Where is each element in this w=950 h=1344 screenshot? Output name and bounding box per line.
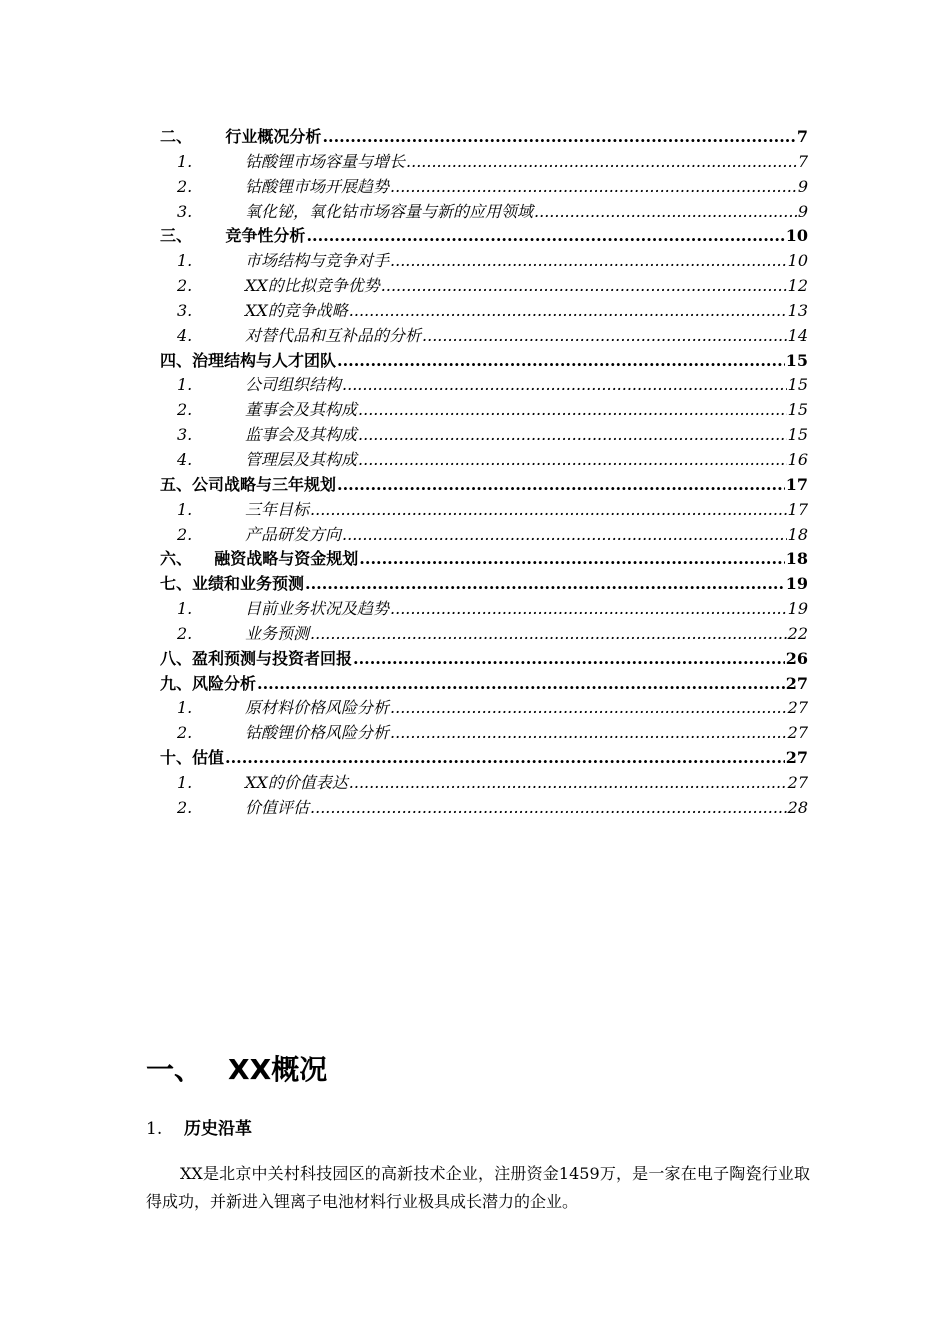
toc-entry-title: 二、 行业概况分析 bbox=[160, 127, 322, 146]
toc-entry-title: 九、风险分析 bbox=[160, 673, 257, 693]
toc-page-number: 13 bbox=[787, 300, 808, 320]
toc-page-number: 15 bbox=[787, 375, 808, 395]
section-heading bbox=[146, 1048, 327, 1088]
toc-page-number: 16 bbox=[787, 449, 808, 469]
toc-entry-number: 2. bbox=[177, 176, 193, 196]
toc-entry-main[interactable] bbox=[160, 224, 808, 249]
toc-dot-leader bbox=[358, 398, 787, 423]
toc-entry-title: 三年目标 bbox=[245, 499, 310, 519]
toc-entry-sub[interactable] bbox=[160, 696, 808, 721]
toc-dot-leader bbox=[310, 498, 787, 523]
toc-entry-title: XX的竞争战略 bbox=[245, 300, 348, 320]
toc-dot-leader bbox=[342, 373, 787, 398]
toc-dot-leader bbox=[359, 547, 784, 572]
section-title: XX概况 bbox=[228, 1053, 328, 1086]
toc-dot-leader bbox=[390, 249, 787, 274]
toc-entry-main[interactable] bbox=[160, 547, 808, 572]
toc-page-number: 17 bbox=[787, 499, 808, 519]
toc-entry-number: 3. bbox=[177, 201, 193, 221]
toc-entry-sub[interactable] bbox=[160, 423, 808, 448]
toc-entry-title: 钴酸锂价格风险分析 bbox=[245, 723, 390, 743]
toc-entry-title: 五、公司战略与三年规划 bbox=[160, 474, 337, 494]
toc-page-number: 7 bbox=[797, 151, 808, 171]
toc-page-number: 10 bbox=[785, 226, 808, 246]
toc-page-number: 9 bbox=[797, 201, 808, 221]
toc-dot-leader bbox=[390, 597, 787, 622]
toc-entry-main[interactable] bbox=[160, 572, 808, 597]
toc-entry-title: 三、 竞争性分析 bbox=[160, 226, 306, 246]
toc-entry-title: 市场结构与竞争对手 bbox=[245, 251, 390, 271]
toc-entry-number: 2. bbox=[177, 276, 193, 296]
toc-entry-main[interactable] bbox=[160, 349, 808, 374]
toc-entry-number: 1. bbox=[177, 251, 193, 271]
toc-entry-number: 2. bbox=[177, 524, 193, 544]
toc-entry-number: 2. bbox=[177, 723, 193, 743]
toc-page-number: 19 bbox=[785, 574, 808, 594]
toc-entry-number: 3. bbox=[177, 425, 193, 445]
toc-entry-number: 1. bbox=[177, 151, 193, 171]
toc-dot-leader bbox=[310, 796, 787, 821]
toc-entry-title: 管理层及其构成 bbox=[245, 449, 358, 469]
toc-dot-leader bbox=[349, 771, 787, 796]
subsection-heading bbox=[146, 1114, 252, 1139]
toc-entry-sub[interactable] bbox=[160, 299, 808, 324]
toc-entry-sub[interactable] bbox=[160, 498, 808, 523]
toc-entry-title: 六、 融资战略与资金规划 bbox=[160, 549, 359, 569]
toc-entry-main[interactable] bbox=[160, 473, 808, 498]
toc-dot-leader bbox=[257, 672, 785, 697]
toc-entry-title: 钴酸锂市场开展趋势 bbox=[245, 176, 390, 196]
section-number: 一、 bbox=[146, 1053, 203, 1086]
toc-entry-title: 十、估值 bbox=[160, 748, 225, 768]
toc-dot-leader bbox=[337, 349, 785, 374]
toc-page-number: 12 bbox=[787, 276, 808, 296]
toc-entry-sub[interactable] bbox=[160, 200, 808, 225]
toc-dot-leader bbox=[322, 125, 795, 150]
toc-dot-leader bbox=[306, 224, 784, 249]
toc-dot-leader bbox=[390, 175, 797, 200]
toc-entry-title: 四、治理结构与人才团队 bbox=[160, 350, 337, 370]
toc-entry-sub[interactable] bbox=[160, 249, 808, 274]
toc-entry-title: 监事会及其构成 bbox=[245, 425, 358, 445]
toc-entry-main[interactable] bbox=[160, 125, 808, 150]
subsection-title: 历史沿革 bbox=[184, 1119, 252, 1139]
toc-entry-sub[interactable] bbox=[160, 175, 808, 200]
toc-page-number: 14 bbox=[787, 325, 808, 345]
toc-page-number: 27 bbox=[787, 723, 808, 743]
toc-entry-sub[interactable] bbox=[160, 398, 808, 423]
table-of-contents bbox=[160, 125, 808, 821]
toc-entry-title: 八、盈利预测与投资者回报 bbox=[160, 648, 353, 668]
toc-entry-title: 业务预测 bbox=[245, 623, 310, 643]
toc-dot-leader bbox=[310, 622, 787, 647]
toc-entry-title: 目前业务状况及趋势 bbox=[245, 599, 390, 619]
toc-page-number: 22 bbox=[787, 623, 808, 643]
toc-entry-sub[interactable] bbox=[160, 150, 808, 175]
toc-page-number: 7 bbox=[796, 127, 808, 146]
toc-entry-sub[interactable] bbox=[160, 597, 808, 622]
toc-entry-number: 4. bbox=[177, 449, 193, 469]
toc-entry-main[interactable] bbox=[160, 647, 808, 672]
toc-entry-sub[interactable] bbox=[160, 274, 808, 299]
toc-entry-number: 1. bbox=[177, 499, 193, 519]
toc-entry-title: XX的比拟竞争优势 bbox=[245, 276, 380, 296]
toc-dot-leader bbox=[349, 299, 787, 324]
toc-entry-sub[interactable] bbox=[160, 622, 808, 647]
toc-page-number: 27 bbox=[785, 673, 808, 693]
toc-entry-title: XX的价值表达 bbox=[245, 772, 348, 792]
toc-page-number: 27 bbox=[787, 698, 808, 718]
toc-entry-title: 氧化铋，氧化钴市场容量与新的应用领域 bbox=[245, 201, 534, 221]
toc-entry-title: 董事会及其构成 bbox=[245, 400, 358, 420]
toc-dot-leader bbox=[353, 647, 785, 672]
toc-page-number: 27 bbox=[785, 748, 808, 768]
toc-entry-number: 1. bbox=[177, 375, 193, 395]
toc-dot-leader bbox=[406, 150, 797, 175]
toc-dot-leader bbox=[337, 473, 785, 498]
toc-entry-number: 2. bbox=[177, 797, 193, 817]
toc-dot-leader bbox=[422, 324, 787, 349]
toc-entry-number: 4. bbox=[177, 325, 193, 345]
toc-dot-leader bbox=[390, 696, 787, 721]
toc-dot-leader bbox=[305, 572, 785, 597]
toc-entry-sub[interactable] bbox=[160, 771, 808, 796]
toc-entry-sub[interactable] bbox=[160, 324, 808, 349]
toc-entry-title: 价值评估 bbox=[245, 797, 310, 817]
toc-entry-title: 公司组织结构 bbox=[245, 375, 342, 395]
toc-entry-sub[interactable] bbox=[160, 796, 808, 821]
toc-entry-title: 原材料价格风险分析 bbox=[245, 698, 390, 718]
toc-entry-main[interactable] bbox=[160, 746, 808, 771]
toc-entry-sub[interactable] bbox=[160, 448, 808, 473]
toc-page-number: 15 bbox=[785, 350, 808, 370]
toc-dot-leader bbox=[381, 274, 787, 299]
toc-page-number: 15 bbox=[787, 400, 808, 420]
toc-page-number: 15 bbox=[787, 425, 808, 445]
toc-entry-main[interactable] bbox=[160, 672, 808, 697]
toc-entry-number: 3. bbox=[177, 300, 193, 320]
toc-entry-title: 对替代品和互补品的分析 bbox=[245, 325, 422, 345]
toc-page-number: 19 bbox=[787, 599, 808, 619]
toc-entry-sub[interactable] bbox=[160, 373, 808, 398]
toc-entry-title: 七、业绩和业务预测 bbox=[160, 574, 305, 594]
toc-entry-number: 2. bbox=[177, 623, 193, 643]
subsection-number: 1. bbox=[146, 1119, 163, 1139]
toc-entry-number: 2. bbox=[177, 400, 193, 420]
toc-entry-number: 1. bbox=[177, 599, 193, 619]
toc-page-number: 28 bbox=[787, 797, 808, 817]
toc-entry-title: 钴酸锂市场容量与增长 bbox=[245, 151, 406, 171]
toc-page-number: 17 bbox=[785, 474, 808, 494]
toc-entry-sub[interactable] bbox=[160, 523, 808, 548]
toc-page-number: 18 bbox=[785, 549, 808, 569]
toc-page-number: 10 bbox=[787, 251, 808, 271]
toc-dot-leader bbox=[342, 523, 787, 548]
toc-dot-leader bbox=[390, 721, 787, 746]
toc-page-number: 18 bbox=[787, 524, 808, 544]
toc-dot-leader bbox=[225, 746, 785, 771]
toc-dot-leader bbox=[358, 423, 787, 448]
toc-entry-sub[interactable] bbox=[160, 721, 808, 746]
toc-dot-leader bbox=[358, 448, 787, 473]
body-paragraph: XX是北京中关村科技园区的高新技术企业，注册资金1459万，是一家在电子陶瓷行业取得成功，并新进入锂离子电池材料行业极具成长潜力的企业。 bbox=[146, 1164, 810, 1211]
toc-page-number: 26 bbox=[785, 648, 808, 668]
toc-page-number: 27 bbox=[787, 772, 808, 792]
toc-page-number: 9 bbox=[797, 176, 808, 196]
toc-entry-number: 1. bbox=[177, 698, 193, 718]
toc-dot-leader bbox=[534, 200, 797, 225]
toc-entry-title: 产品研发方向 bbox=[245, 524, 342, 544]
toc-entry-number: 1. bbox=[177, 772, 193, 792]
